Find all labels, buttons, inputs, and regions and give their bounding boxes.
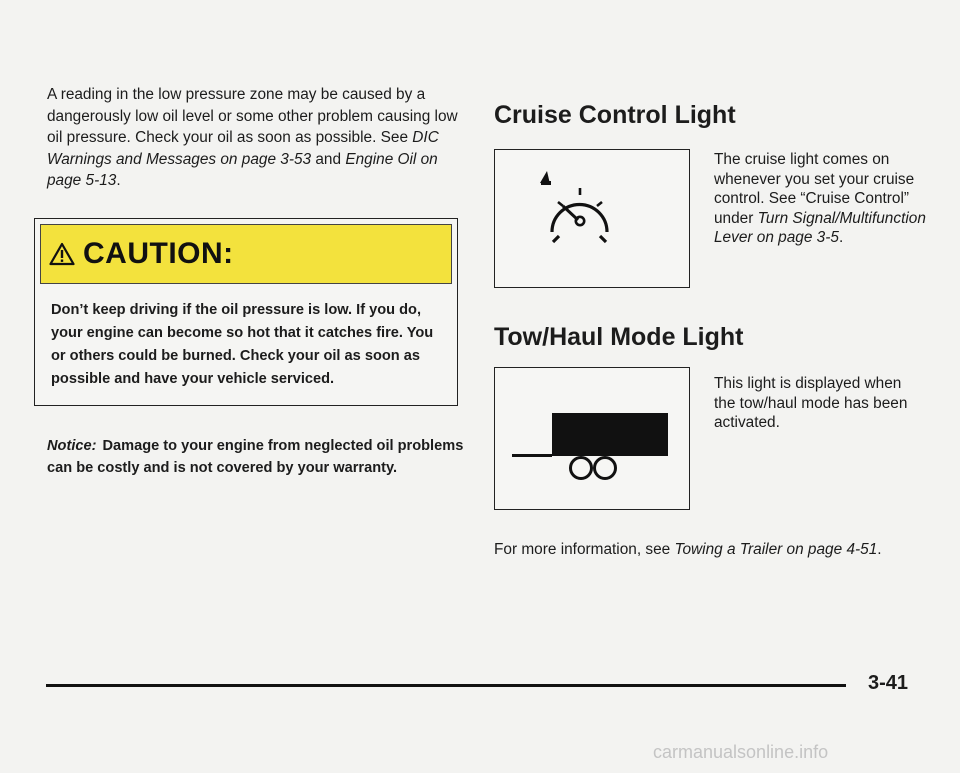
- more-info-paragraph: [494, 539, 914, 560]
- notice-text: Damage to your engine from neglected oil problems can be costly and is not covered by your warranty.: [47, 438, 464, 476]
- oil-pressure-paragraph: [47, 84, 472, 192]
- tow-haul-icon-box: [494, 367, 690, 510]
- engine-oil-reference[interactable]: Engine Oil on page 5-13: [47, 150, 438, 189]
- caution-banner: [40, 224, 452, 284]
- left-column: [47, 84, 472, 192]
- warning-triangle-icon: [49, 242, 75, 266]
- cruise-control-description: [714, 150, 934, 248]
- cruise-control-icon-box: [494, 149, 690, 288]
- more-info-end: .: [877, 541, 882, 558]
- paragraph-end: .: [116, 172, 121, 189]
- caution-title: [49, 237, 234, 271]
- dic-warnings-reference[interactable]: DIC Warnings and Messages on page 3-53: [47, 129, 439, 168]
- footer-rule: [46, 684, 846, 687]
- watermark: carmanualsonline.info: [653, 742, 829, 762]
- paragraph-text: A reading in the low pressure zone may be caused by a dangerously low oil level or some other problem causing low oil pressure. Check your oil as soon as possible. See: [47, 86, 458, 146]
- cruise-control-heading: Cruise Control Light: [494, 101, 736, 129]
- turn-signal-reference[interactable]: Turn Signal/Multifunction Lever on page 3-5: [714, 209, 926, 246]
- notice-paragraph: [47, 436, 467, 479]
- paragraph-connector: and: [311, 150, 346, 168]
- notice-label: Notice:: [47, 438, 97, 454]
- towing-trailer-reference[interactable]: Towing a Trailer on page 4-51: [674, 541, 878, 558]
- cruise-control-icon: [495, 150, 688, 286]
- trailer-icon: [495, 368, 688, 508]
- more-info-text: For more information, see: [494, 541, 675, 558]
- tow-haul-description: This light is displayed when the tow/haul mode has been activated.: [714, 375, 908, 431]
- page-number: 3-41: [868, 672, 909, 694]
- tow-haul-heading: Tow/Haul Mode Light: [494, 323, 744, 351]
- cruise-text: The cruise light comes on whenever you set your cruise control. See “Cruise Control” under: [714, 151, 915, 227]
- cruise-text-end: .: [838, 229, 844, 246]
- caution-title-text: CAUTION:: [83, 237, 234, 270]
- caution-box: [34, 218, 458, 406]
- caution-text: Don’t keep driving if the oil pressure is low. If you do, your engine can become so hot that it catches fire. You or others could be burned. Check your oil as soon as possible and have your vehicle serviced.: [51, 302, 434, 387]
